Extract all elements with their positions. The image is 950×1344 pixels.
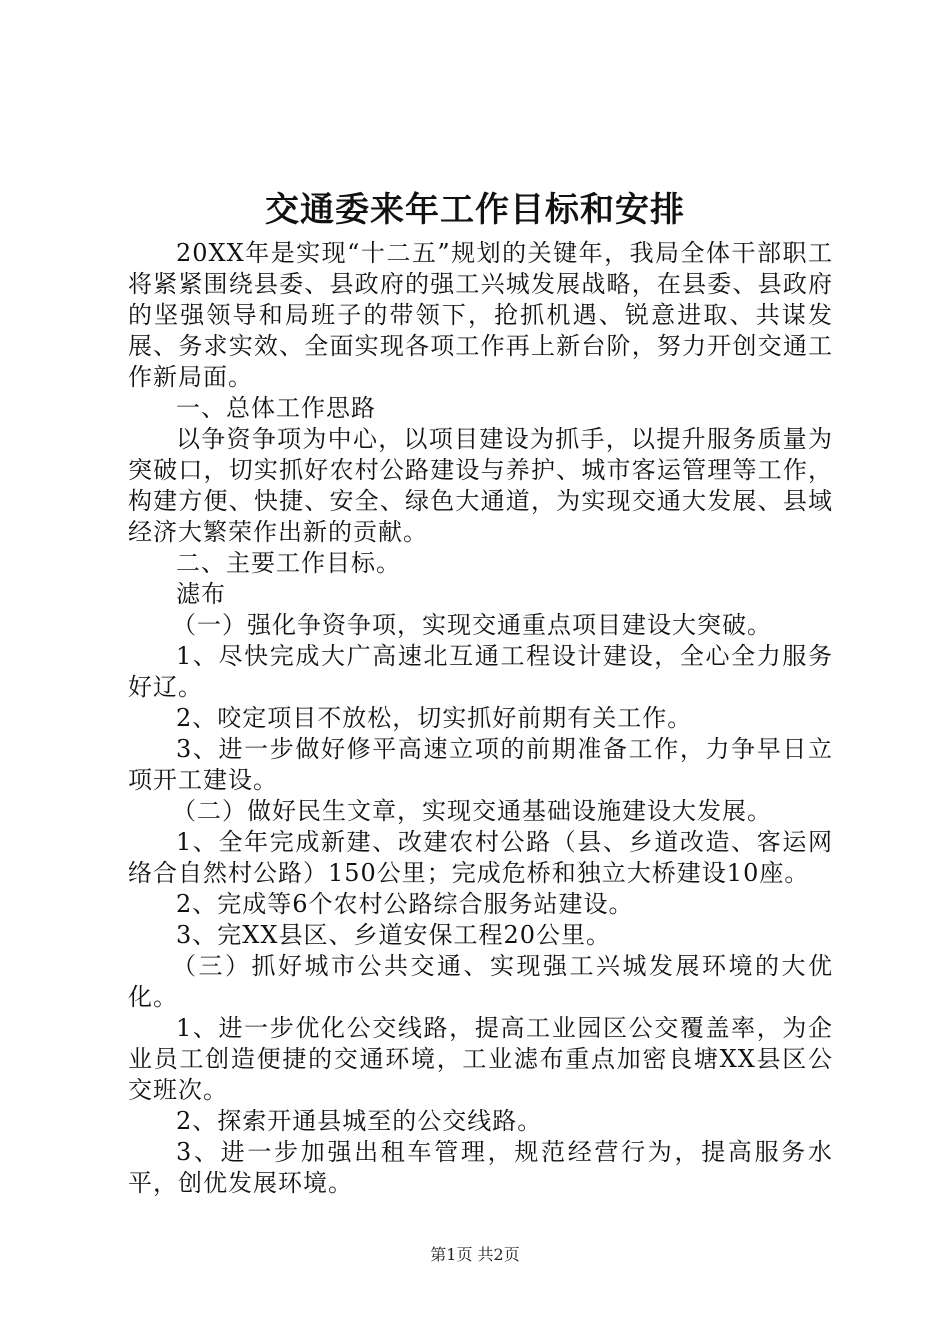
document-body (128, 238, 833, 1199)
list-item: 1、全年完成新建、改建农村公路（县、乡道改造、客运网络合自然村公路）150公里；完成危桥和独立大桥建设10座。 (128, 828, 833, 887)
list-item: 3、进一步做好修平高速立项的前期准备工作，力争早日立项开工建设。 (128, 735, 833, 794)
overall-paragraph: 以争资争项为中心，以项目建设为抓手，以提升服务质量为突破口，切实抓好农村公路建设与养护、城市客运管理等工作，构建方便、快捷、安全、绿色大通道，为实现交通大发展、县域经济大繁荣作出新的贡献。 (128, 425, 833, 546)
intro-paragraph: 20XX年是实现“十二五”规划的关键年，我局全体干部职工将紧紧围绕县委、县政府的强工兴城发展战略，在县委、县政府的坚强领导和局班子的带领下，抢抓机遇、锐意进取、共谋发展、务求实效、全面实现各项工作再上新台阶，努力开创交通工作新局面。 (128, 239, 833, 391)
list-item: 1、进一步优化公交线路，提高工业园区公交覆盖率，为企业员工创造便捷的交通环境，工业滤布重点加密良塘XX县区公交班次。 (128, 1014, 833, 1104)
list-item: 1、尽快完成大广高速北互通工程设计建设，全心全力服务好辽。 (128, 642, 833, 701)
section-heading-overall: 一、总体工作思路 (176, 394, 376, 422)
list-item: 3、进一步加强出租车管理，规范经营行为，提高服务水平，创优发展环境。 (128, 1138, 833, 1197)
subsection-heading-1: （一）强化争资争项，实现交通重点项目建设大突破。 (172, 611, 772, 639)
subsection-heading-3: （三）抓好城市公共交通、实现强工兴城发展环境的大优化。 (128, 952, 833, 1011)
stray-text-line: 滤布 (176, 580, 226, 608)
list-item: 2、完成等6个农村公路综合服务站建设。 (176, 890, 634, 918)
list-item: 3、完XX县区、乡道安保工程20公里。 (176, 921, 611, 949)
section-heading-goals: 二、主要工作目标。 (176, 549, 401, 577)
list-item: 2、咬定项目不放松，切实抓好前期有关工作。 (176, 704, 693, 732)
subsection-heading-2: （二）做好民生文章，实现交通基础设施建设大发展。 (172, 797, 772, 825)
list-item: 2、探索开通县城至的公交线路。 (176, 1107, 543, 1135)
document-title: 交通委来年工作目标和安排 (265, 190, 685, 230)
page-number-footer: 第1页 共2页 (430, 1245, 520, 1264)
